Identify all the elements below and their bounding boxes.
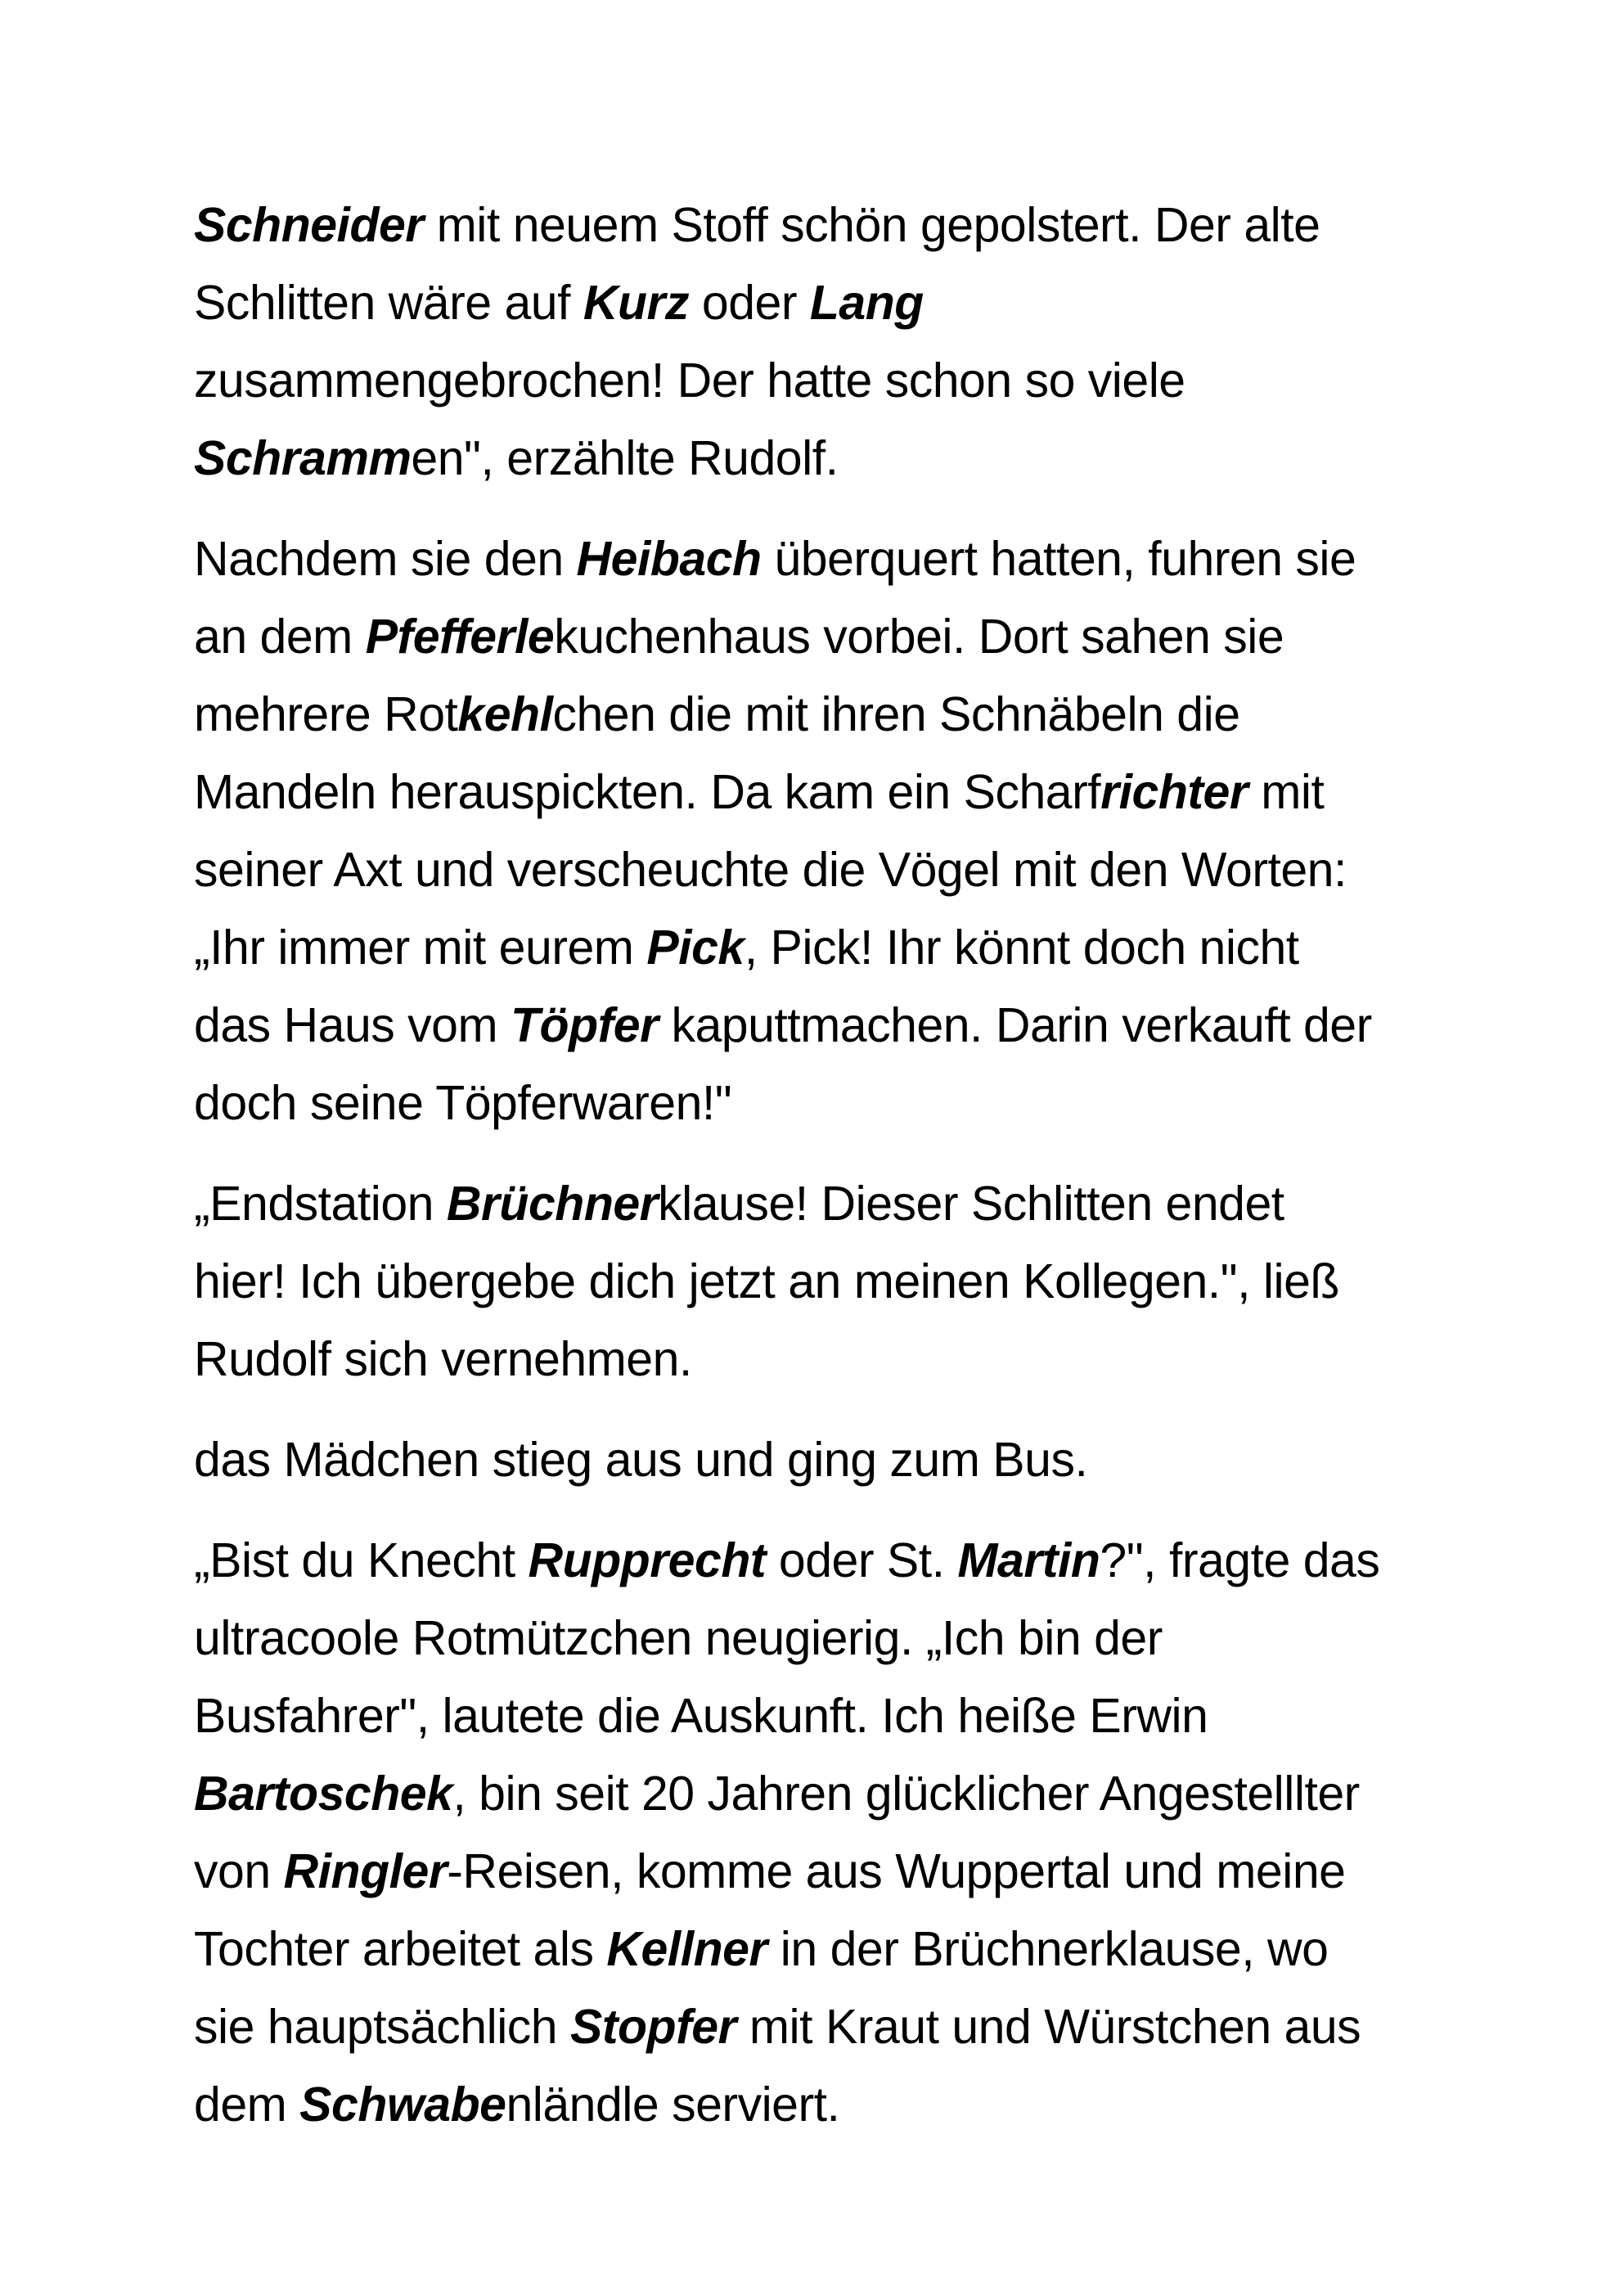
emphasized-name: Kurz <box>583 276 689 330</box>
emphasized-name: Pfefferle <box>365 610 555 664</box>
text-line <box>194 1833 1433 1911</box>
emphasized-name: Schramm <box>194 431 412 485</box>
text-line <box>194 831 1433 909</box>
emphasized-name: Ringler <box>283 1844 448 1898</box>
text-segment: ?", fragte das <box>1100 1533 1380 1587</box>
text-line <box>194 987 1433 1065</box>
text-segment: oder St. <box>766 1533 958 1587</box>
emphasized-name: Schwabe <box>299 2078 506 2132</box>
text-line <box>194 520 1433 598</box>
text-line <box>194 1321 1433 1398</box>
emphasized-name: kehl <box>457 687 553 741</box>
text-segment: , bin seit 20 Jahren glücklicher Angestelllter <box>452 1767 1360 1821</box>
text-segment: mit <box>1248 765 1325 819</box>
text-segment: von <box>194 1844 284 1898</box>
emphasized-name: Martin <box>957 1533 1100 1587</box>
text-segment: Busfahrer", lautete die Auskunft. Ich heiße Erwin <box>194 1689 1208 1743</box>
text-line <box>194 1421 1433 1499</box>
text-segment: dem <box>194 2078 300 2132</box>
text-line <box>194 1165 1433 1243</box>
text-segment: , Pick! Ihr könnt doch nicht <box>744 921 1299 975</box>
text-segment: Mandeln herauspickten. Da kam ein Scharf <box>194 765 1101 819</box>
emphasized-name: Brüchner <box>446 1177 659 1231</box>
text-segment: sie hauptsächlich <box>194 2000 571 2054</box>
text-segment: klause! Dieser Schlitten endet <box>658 1177 1284 1231</box>
text-segment: mehrere Rot <box>194 687 458 741</box>
text-segment: an dem <box>194 610 366 664</box>
text-segment: das Haus vom <box>194 998 511 1052</box>
emphasized-name: Stopfer <box>570 2000 737 2054</box>
text-segment: „Ihr immer mit eurem <box>194 921 647 975</box>
emphasized-name: Heibach <box>576 532 762 586</box>
text-segment: Nachdem sie den <box>194 532 577 586</box>
text-line <box>194 1755 1433 1833</box>
emphasized-name: Lang <box>809 276 924 330</box>
text-line <box>194 264 1433 342</box>
text-segment: kaputtmachen. Darin verkauft der <box>658 998 1372 1052</box>
text-line <box>194 342 1433 420</box>
text-line <box>194 754 1433 831</box>
text-line <box>194 1243 1433 1321</box>
text-segment: oder <box>688 276 810 330</box>
text-line <box>194 1988 1433 2066</box>
text-line <box>194 2066 1433 2144</box>
paragraph <box>194 1165 1433 1398</box>
text-line <box>194 420 1433 497</box>
paragraph <box>194 1421 1433 1499</box>
text-line <box>194 1911 1433 1988</box>
text-line <box>194 676 1433 754</box>
text-segment: kuchenhaus vorbei. Dort sahen sie <box>554 610 1284 664</box>
emphasized-name: Schneider <box>194 198 424 252</box>
text-segment: in der Brüchnerklause, wo <box>767 1922 1329 1976</box>
text-segment: das Mädchen stieg aus und ging zum Bus. <box>194 1433 1088 1487</box>
text-segment: Tochter arbeitet als <box>194 1922 607 1976</box>
text-segment: Rudolf sich vernehmen. <box>194 1332 692 1386</box>
text-segment: ultracoole Rotmützchen neugierig. „Ich bin der <box>194 1611 1163 1665</box>
text-segment: -Reisen, komme aus Wuppertal und meine <box>447 1844 1346 1898</box>
text-segment: en", erzählte Rudolf. <box>411 431 839 485</box>
text-segment: chen die mit ihren Schnäbeln die <box>552 687 1240 741</box>
text-segment: nländle serviert. <box>506 2078 840 2132</box>
text-line <box>194 1600 1433 1677</box>
emphasized-name: Töpfer <box>511 998 659 1052</box>
text-line <box>194 1065 1433 1142</box>
emphasized-name: Pick <box>646 921 745 975</box>
paragraph <box>194 1522 1433 2144</box>
emphasized-name: richter <box>1100 765 1248 819</box>
text-line <box>194 909 1433 987</box>
text-line <box>194 187 1433 264</box>
emphasized-name: Kellner <box>606 1922 767 1976</box>
text-segment: überquert hatten, fuhren sie <box>761 532 1356 586</box>
text-line <box>194 1522 1433 1600</box>
text-segment: seiner Axt und verscheuchte die Vögel mit den Worten: <box>194 843 1347 897</box>
emphasized-name: Rupprecht <box>528 1533 766 1587</box>
text-segment: Schlitten wäre auf <box>194 276 583 330</box>
paragraph <box>194 520 1433 1142</box>
text-line <box>194 598 1433 676</box>
text-segment: mit Kraut und Würstchen aus <box>736 2000 1361 2054</box>
text-content <box>194 187 1433 2167</box>
text-segment: hier! Ich übergebe dich jetzt an meinen Kollegen.", ließ <box>194 1254 1339 1308</box>
text-segment: „Endstation <box>194 1177 447 1231</box>
text-segment: zusammengebrochen! Der hatte schon so viele <box>194 353 1185 407</box>
text-line <box>194 1677 1433 1755</box>
emphasized-name: Bartoschek <box>194 1767 453 1821</box>
text-segment: doch seine Töpferwaren!" <box>194 1076 732 1130</box>
paragraph <box>194 187 1433 497</box>
text-segment: mit neuem Stoff schön gepolstert. Der alte <box>423 198 1320 252</box>
text-segment: „Bist du Knecht <box>194 1533 529 1587</box>
